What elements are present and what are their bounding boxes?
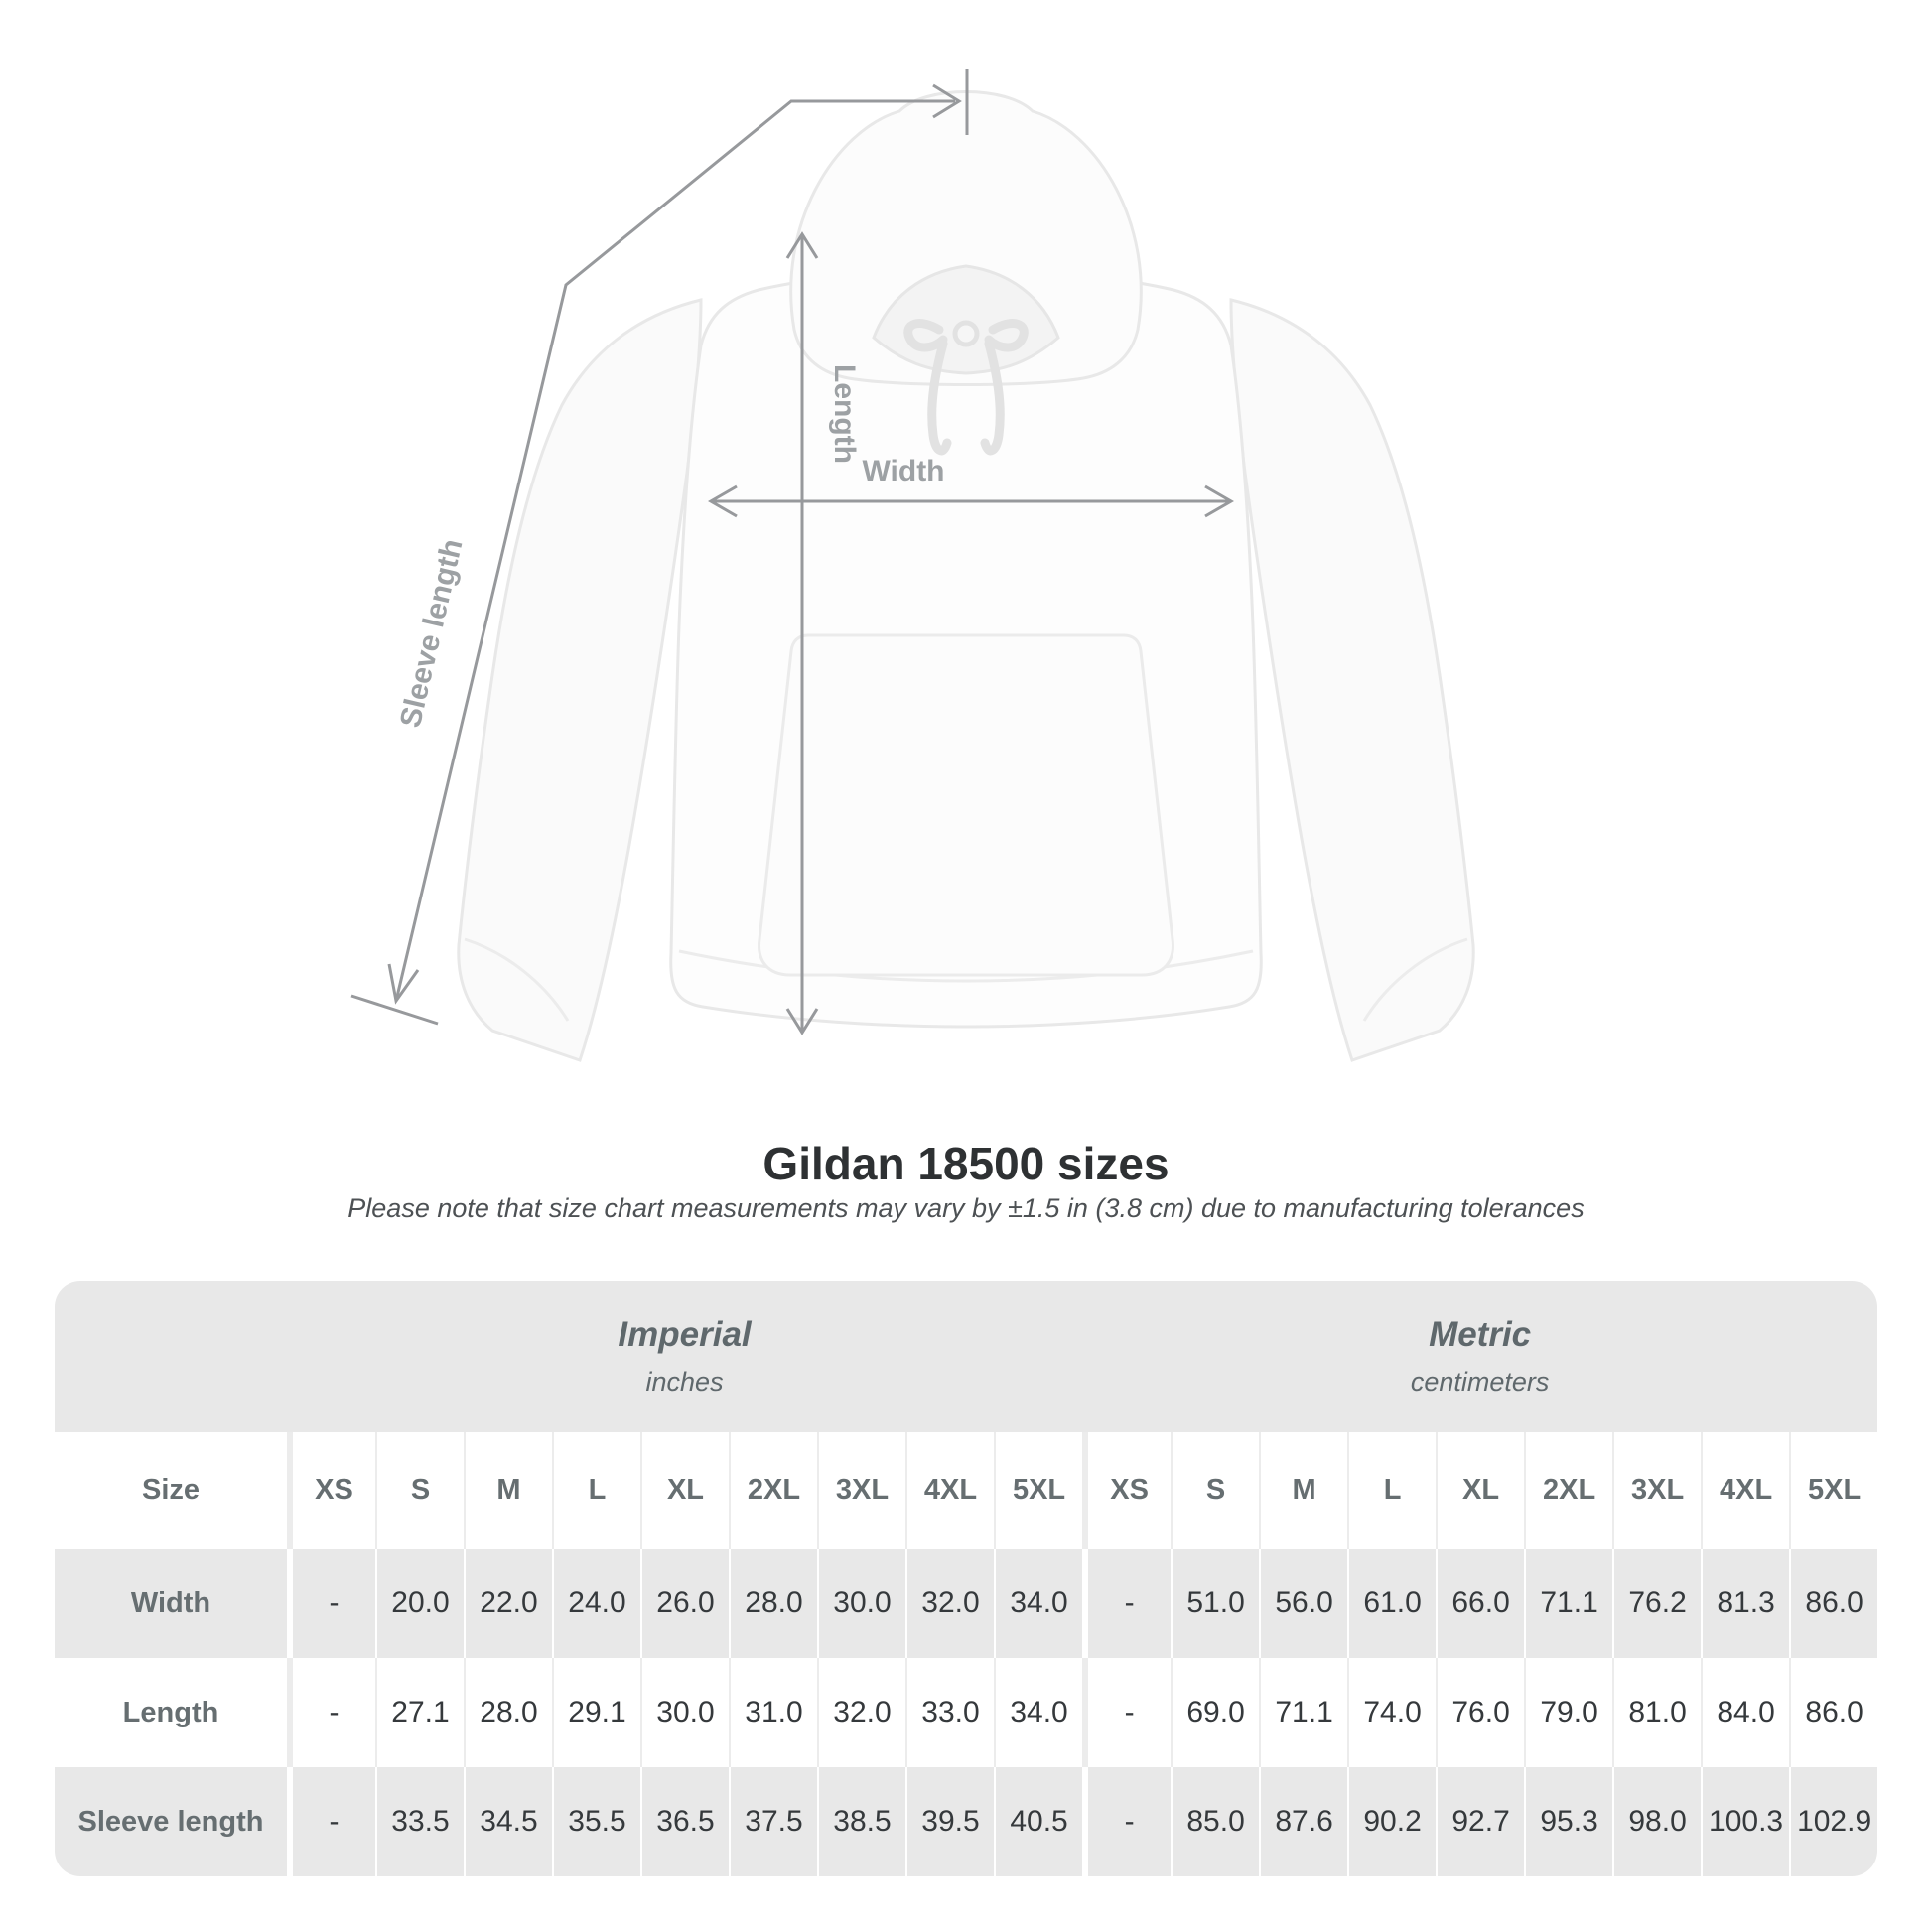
sizes-header-row xyxy=(55,1432,1877,1549)
cell: 38.5 xyxy=(817,1767,905,1876)
cell: 86.0 xyxy=(1789,1658,1877,1767)
size-column-header: Size xyxy=(55,1432,287,1549)
row-label: Length xyxy=(55,1658,287,1767)
cell: 74.0 xyxy=(1347,1658,1436,1767)
cell: 34.0 xyxy=(994,1658,1082,1767)
cell: 39.5 xyxy=(905,1767,994,1876)
cell: 92.7 xyxy=(1436,1767,1524,1876)
cell: 28.0 xyxy=(464,1658,552,1767)
size-header: 3XL xyxy=(1612,1432,1701,1549)
cell: 31.0 xyxy=(729,1658,817,1767)
cell: 100.3 xyxy=(1701,1767,1789,1876)
size-header: S xyxy=(375,1432,464,1549)
width-measure-label: Width xyxy=(862,455,945,487)
cell: - xyxy=(1082,1549,1171,1658)
cell: 33.0 xyxy=(905,1658,994,1767)
size-chart-table xyxy=(55,1281,1877,1876)
units-header-row xyxy=(55,1281,1877,1432)
unit-group-metric xyxy=(1082,1281,1877,1432)
size-header: L xyxy=(552,1432,640,1549)
row-label: Width xyxy=(55,1549,287,1658)
size-header: 2XL xyxy=(1524,1432,1612,1549)
cell: 69.0 xyxy=(1171,1658,1259,1767)
size-header: 5XL xyxy=(994,1432,1082,1549)
size-header: XL xyxy=(640,1432,729,1549)
cell: - xyxy=(287,1549,375,1658)
size-header: 2XL xyxy=(729,1432,817,1549)
size-header: M xyxy=(1259,1432,1347,1549)
size-header: XS xyxy=(1082,1432,1171,1549)
cell: 61.0 xyxy=(1347,1549,1436,1658)
cell: - xyxy=(287,1658,375,1767)
cell: 30.0 xyxy=(640,1658,729,1767)
cell: 35.5 xyxy=(552,1767,640,1876)
cell: - xyxy=(1082,1658,1171,1767)
cell: 90.2 xyxy=(1347,1767,1436,1876)
sleeve-length-measure-label: Sleeve length xyxy=(393,535,470,731)
cell: 27.1 xyxy=(375,1658,464,1767)
cell: 32.0 xyxy=(817,1658,905,1767)
hoodie-right-sleeve xyxy=(1231,300,1473,1060)
cell: 85.0 xyxy=(1171,1767,1259,1876)
size-header: 4XL xyxy=(1701,1432,1789,1549)
tolerance-note: Please note that size chart measurements may vary by ±1.5 in (3.8 cm) due to manufacturing tolerances xyxy=(347,1193,1585,1223)
cell: - xyxy=(287,1767,375,1876)
cell: 22.0 xyxy=(464,1549,552,1658)
cell: 20.0 xyxy=(375,1549,464,1658)
size-header: 3XL xyxy=(817,1432,905,1549)
cell: 56.0 xyxy=(1259,1549,1347,1658)
cell: 37.5 xyxy=(729,1767,817,1876)
cell: 34.0 xyxy=(994,1549,1082,1658)
cell: 24.0 xyxy=(552,1549,640,1658)
table-row-sleeve-length xyxy=(55,1767,1877,1876)
table-row-width xyxy=(55,1549,1877,1658)
cell: 81.3 xyxy=(1701,1549,1789,1658)
hoodie-pocket xyxy=(759,635,1173,975)
cell: - xyxy=(1082,1767,1171,1876)
units-corner-cell xyxy=(55,1281,287,1432)
cell: 71.1 xyxy=(1259,1658,1347,1767)
cell: 32.0 xyxy=(905,1549,994,1658)
size-header: S xyxy=(1171,1432,1259,1549)
cell: 76.0 xyxy=(1436,1658,1524,1767)
size-header: XL xyxy=(1436,1432,1524,1549)
cell: 86.0 xyxy=(1789,1549,1877,1658)
unit-group-imperial xyxy=(287,1281,1082,1432)
unit-group-name: Metric xyxy=(1429,1314,1532,1354)
cell: 76.2 xyxy=(1612,1549,1701,1658)
size-header: XS xyxy=(287,1432,375,1549)
cell: 84.0 xyxy=(1701,1658,1789,1767)
cell: 26.0 xyxy=(640,1549,729,1658)
cell: 98.0 xyxy=(1612,1767,1701,1876)
cell: 30.0 xyxy=(817,1549,905,1658)
cell: 34.5 xyxy=(464,1767,552,1876)
cell: 81.0 xyxy=(1612,1658,1701,1767)
cell: 28.0 xyxy=(729,1549,817,1658)
cell: 79.0 xyxy=(1524,1658,1612,1767)
cell: 95.3 xyxy=(1524,1767,1612,1876)
cell: 71.1 xyxy=(1524,1549,1612,1658)
cell: 66.0 xyxy=(1436,1549,1524,1658)
cell: 87.6 xyxy=(1259,1767,1347,1876)
size-header: M xyxy=(464,1432,552,1549)
unit-group-unit: centimeters xyxy=(1410,1366,1550,1397)
cell: 29.1 xyxy=(552,1658,640,1767)
hoodie-left-sleeve xyxy=(459,300,701,1060)
page-title: Gildan 18500 sizes xyxy=(762,1138,1170,1189)
table-row-length xyxy=(55,1658,1877,1767)
size-header: 5XL xyxy=(1789,1432,1877,1549)
cell: 40.5 xyxy=(994,1767,1082,1876)
row-label: Sleeve length xyxy=(55,1767,287,1876)
hoodie-product-image xyxy=(459,92,1473,1061)
cell: 33.5 xyxy=(375,1767,464,1876)
cell: 51.0 xyxy=(1171,1549,1259,1658)
cell: 36.5 xyxy=(640,1767,729,1876)
size-header: L xyxy=(1347,1432,1436,1549)
size-header: 4XL xyxy=(905,1432,994,1549)
length-measure-label: Length xyxy=(828,364,861,464)
unit-group-name: Imperial xyxy=(618,1314,752,1354)
unit-group-unit: inches xyxy=(645,1366,724,1397)
cell: 102.9 xyxy=(1789,1767,1877,1876)
